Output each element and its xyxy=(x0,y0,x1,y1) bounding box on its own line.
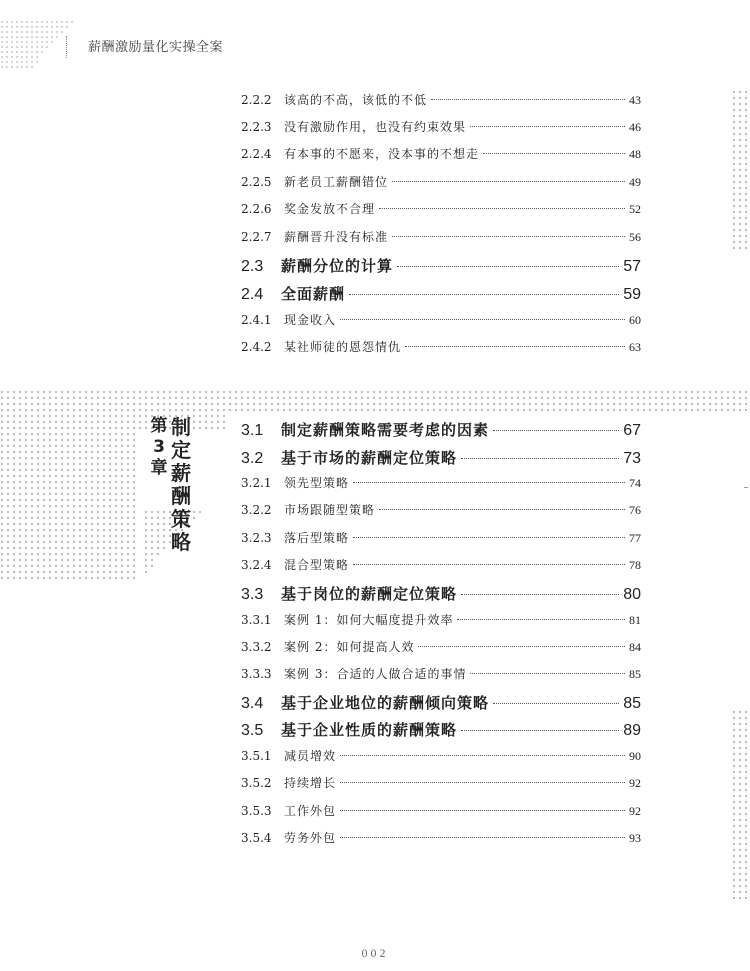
toc-entry-number: 2.2.7 xyxy=(241,230,272,244)
toc-entry-number: 3.3.3 xyxy=(241,667,272,681)
toc-entry-leader xyxy=(353,482,625,483)
toc-entry-number: 3.2.3 xyxy=(241,531,272,545)
toc-entry-number: 2.4.2 xyxy=(241,340,272,354)
toc-entry-page: 52 xyxy=(629,202,641,216)
toc-section-entry[interactable] xyxy=(241,583,641,605)
toc-entry-page: 60 xyxy=(629,313,641,327)
page-number: 002 xyxy=(361,946,389,960)
toc-entry-page: 85 xyxy=(623,695,641,712)
toc-entry-page: 78 xyxy=(629,558,641,572)
toc-entry-page: 49 xyxy=(629,175,641,189)
toc-section-entry[interactable] xyxy=(241,283,641,305)
toc-entry-leader xyxy=(340,810,625,811)
chapter-label xyxy=(150,416,168,479)
toc-entry-number: 3.2.4 xyxy=(241,558,272,572)
toc-entry-leader xyxy=(340,782,625,783)
toc-entry-leader xyxy=(340,755,625,756)
toc-subsection-entry[interactable] xyxy=(241,665,641,683)
toc-subsection-entry[interactable] xyxy=(241,474,641,492)
toc-entry-title: 混合型策略 xyxy=(284,558,350,572)
toc-entry-title: 该高的不高，该低的不低 xyxy=(284,93,428,107)
toc-entry-leader xyxy=(470,126,625,127)
toc-entry-number: 2.2.4 xyxy=(241,147,272,161)
toc-entry-leader xyxy=(392,181,625,182)
toc-entry-leader xyxy=(431,99,625,100)
toc-entry-title: 案例 3：合适的人做合适的事情 xyxy=(284,667,467,681)
toc-entry-number: 2.4 xyxy=(241,286,264,303)
toc-entry-page: 76 xyxy=(629,503,641,517)
toc-entry-page: 84 xyxy=(629,640,641,654)
toc-entry-page: 92 xyxy=(629,804,641,818)
toc-section-entry[interactable] xyxy=(241,255,641,277)
toc-entry-leader xyxy=(461,594,619,595)
toc-entry-number: 2.4.1 xyxy=(241,313,272,327)
toc-entry-page: 74 xyxy=(629,476,641,490)
toc-subsection-entry[interactable] xyxy=(241,556,641,574)
toc-entry-leader xyxy=(483,153,625,154)
toc-subsection-entry[interactable] xyxy=(241,802,641,820)
toc-section-entry[interactable] xyxy=(241,419,641,441)
toc-entry-title: 减员增效 xyxy=(284,749,337,763)
toc-entry-page: 48 xyxy=(629,147,641,161)
toc-entry-leader xyxy=(461,458,619,459)
toc-entry-leader xyxy=(392,236,625,237)
toc-subsection-entry[interactable] xyxy=(241,200,641,218)
toc-subsection-entry[interactable] xyxy=(241,145,641,163)
toc-entry-page: 89 xyxy=(623,722,641,739)
toc-subsection-entry[interactable] xyxy=(241,228,641,246)
toc-entry-title: 没有激励作用，也没有约束效果 xyxy=(284,120,467,134)
toc-subsection-entry[interactable] xyxy=(241,338,641,356)
toc-section-entry[interactable] xyxy=(241,719,641,741)
toc-entry-leader xyxy=(353,537,625,538)
toc-entry-number: 3.5.1 xyxy=(241,749,272,763)
toc-entry-page: 90 xyxy=(629,749,641,763)
toc-entry-leader xyxy=(340,319,625,320)
toc-entry-title: 领先型策略 xyxy=(284,476,350,490)
toc-entry-number: 3.5.3 xyxy=(241,804,272,818)
toc-entry-leader xyxy=(418,646,625,647)
toc-subsection-entry[interactable] xyxy=(241,118,641,136)
toc-entry-leader xyxy=(397,266,619,267)
toc-entry-title: 持续增长 xyxy=(284,776,337,790)
toc-entry-number: 2.2.2 xyxy=(241,93,272,107)
toc-subsection-entry[interactable] xyxy=(241,747,641,765)
toc-entry-page: 57 xyxy=(623,258,641,275)
toc-entry-leader xyxy=(379,208,625,209)
toc-subsection-entry[interactable] xyxy=(241,529,641,547)
toc-entry-number: 2.2.6 xyxy=(241,202,272,216)
toc-entry-page: 59 xyxy=(623,286,641,303)
toc-entry-number: 2.3 xyxy=(241,258,264,275)
toc-entry-leader xyxy=(461,730,619,731)
toc-section-entry[interactable] xyxy=(241,447,641,469)
toc-entry-number: 3.4 xyxy=(241,695,264,712)
toc-entry-page: 92 xyxy=(629,776,641,790)
toc-entry-number: 3.2 xyxy=(241,450,264,467)
toc-entry-title: 基于岗位的薪酬定位策略 xyxy=(281,585,458,603)
toc-entry-title: 新老员工薪酬错位 xyxy=(284,175,389,189)
toc-entry-leader xyxy=(493,430,619,431)
toc-subsection-entry[interactable] xyxy=(241,774,641,792)
toc-entry-number: 3.5.2 xyxy=(241,776,272,790)
chapter-title-text: 制 定 薪 酬 策 略 xyxy=(171,415,191,554)
toc-entry-title: 薪酬晋升没有标准 xyxy=(284,230,389,244)
toc-entry-page: 80 xyxy=(623,586,641,603)
toc-entry-title: 现金收入 xyxy=(284,313,337,327)
toc-entry-page: 56 xyxy=(629,230,641,244)
toc-entry-title: 奖金发放不合理 xyxy=(284,202,376,216)
toc-entry-title: 工作外包 xyxy=(284,804,337,818)
chapter-title xyxy=(170,416,192,554)
toc-entry-title: 薪酬分位的计算 xyxy=(281,257,394,275)
toc-entry-number: 3.3.2 xyxy=(241,640,272,654)
toc-entry-title: 基于企业地位的薪酬倾向策略 xyxy=(281,694,490,712)
toc-entry-title: 基于市场的薪酬定位策略 xyxy=(281,449,458,467)
toc-entry-number: 3.3 xyxy=(241,586,264,603)
toc-entry-page: 67 xyxy=(623,422,641,439)
right-dot-pattern-bottom xyxy=(732,710,750,900)
toc-entry-number: 3.5 xyxy=(241,722,264,739)
toc-section-entry[interactable] xyxy=(241,692,641,714)
toc-entry-title: 案例 1：如何大幅度提升效率 xyxy=(284,613,454,627)
toc-entry-title: 案例 2：如何提高人效 xyxy=(284,640,415,654)
toc-entry-page: 63 xyxy=(629,340,641,354)
toc-entry-title: 有本事的不愿来，没本事的不想走 xyxy=(284,147,480,161)
toc-entry-title: 制定薪酬策略需要考虑的因素 xyxy=(281,421,490,439)
toc-subsection-entry[interactable] xyxy=(241,91,641,109)
book-title: 薪酬激励量化实操全案 xyxy=(88,40,224,55)
toc-entry-number: 3.2.1 xyxy=(241,476,272,490)
toc-entry-leader xyxy=(379,509,625,510)
right-dot-pattern-top xyxy=(732,90,750,250)
toc-entry-number: 3.5.4 xyxy=(241,831,272,845)
toc-entry-title: 劳务外包 xyxy=(284,831,337,845)
edge-tick xyxy=(744,487,748,488)
toc-entry-title: 落后型策略 xyxy=(284,531,350,545)
header-divider xyxy=(66,36,69,58)
toc-entry-title: 全面薪酬 xyxy=(281,285,346,303)
toc-entry-page: 81 xyxy=(629,613,641,627)
toc-entry-page: 93 xyxy=(629,831,641,845)
toc-entry-title: 市场跟随型策略 xyxy=(284,503,376,517)
toc-entry-title: 基于企业性质的薪酬策略 xyxy=(281,721,458,739)
toc-subsection-entry[interactable] xyxy=(241,173,641,191)
toc-subsection-entry[interactable] xyxy=(241,611,641,629)
toc-entry-leader xyxy=(470,673,625,674)
toc-subsection-entry[interactable] xyxy=(241,311,641,329)
toc-entry-page: 46 xyxy=(629,120,641,134)
toc-entry-leader xyxy=(405,346,625,347)
toc-entry-leader xyxy=(493,703,619,704)
toc-entry-page: 85 xyxy=(629,667,641,681)
toc-entry-number: 3.1 xyxy=(241,422,264,439)
toc-entry-leader xyxy=(340,837,625,838)
toc-subsection-entry[interactable] xyxy=(241,829,641,847)
toc-entry-number: 2.2.5 xyxy=(241,175,272,189)
chapter-label-text: 第 3 章 xyxy=(150,416,168,478)
toc-subsection-entry[interactable] xyxy=(241,638,641,656)
toc-entry-leader xyxy=(349,294,619,295)
toc-entry-leader xyxy=(353,564,625,565)
toc-entry-page: 73 xyxy=(623,450,641,467)
toc-entry-number: 3.3.1 xyxy=(241,613,272,627)
toc-entry-leader xyxy=(457,619,625,620)
toc-subsection-entry[interactable] xyxy=(241,501,641,519)
toc-entry-page: 43 xyxy=(629,93,641,107)
toc-entry-page: 77 xyxy=(629,531,641,545)
toc-entry-number: 2.2.3 xyxy=(241,120,272,134)
toc-entry-number: 3.2.2 xyxy=(241,503,272,517)
toc-entry-title: 某社师徒的恩怨情仇 xyxy=(284,340,402,354)
